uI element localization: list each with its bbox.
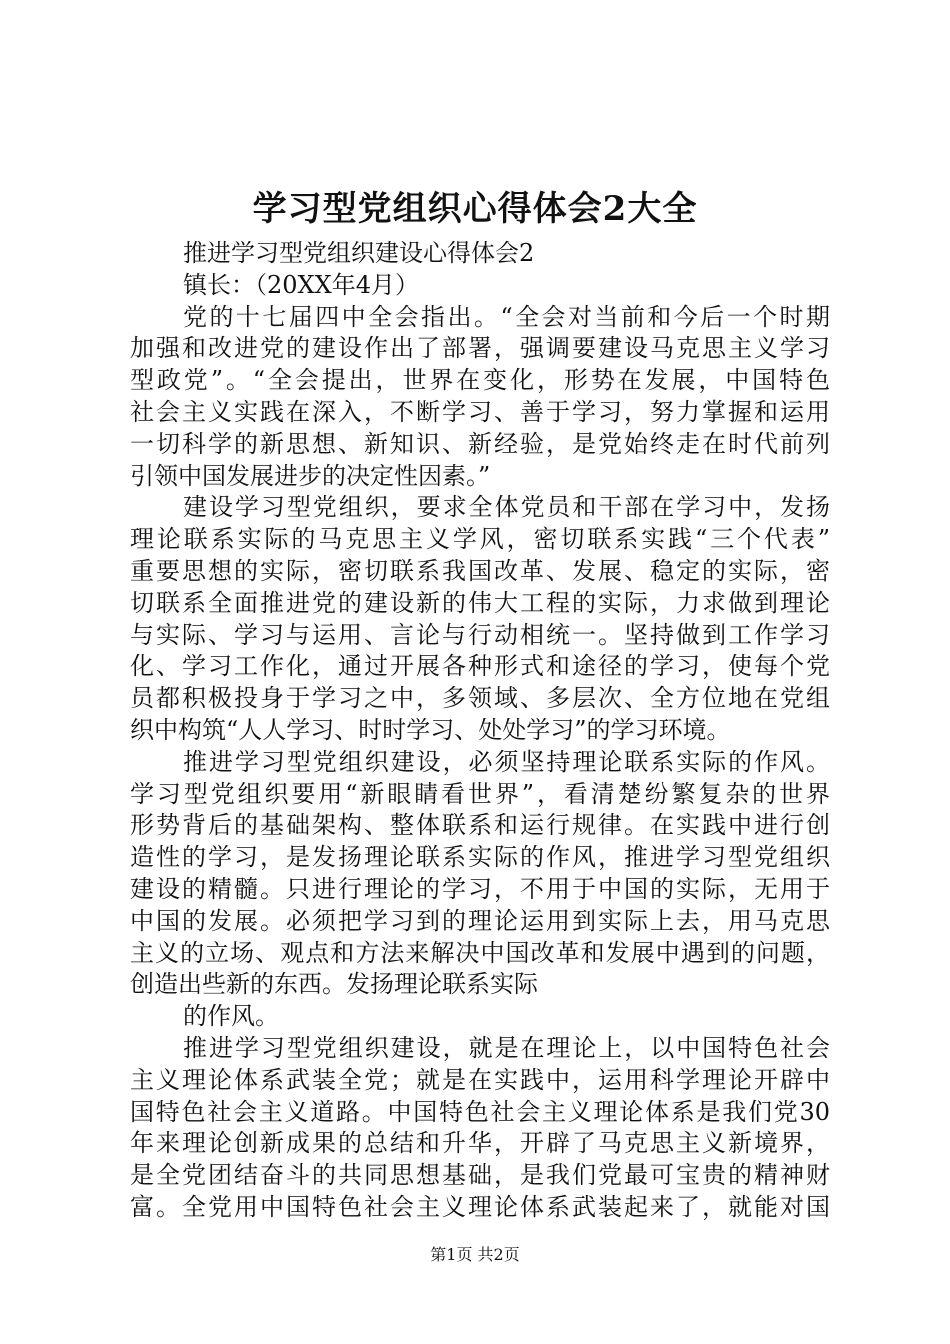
paragraph-line: 化、学习工作化，通过开展各种形式和途径的学习，使每个党 xyxy=(130,652,830,681)
paragraph-line: 党的十七届四中全会指出。“全会对当前和今后一个时期 xyxy=(183,302,830,331)
paragraph xyxy=(130,747,830,1001)
paragraph-line: 切联系全面推进党的建设新的伟大工程的实际，力求做到理论 xyxy=(130,588,830,617)
paragraph-line: 加强和改进党的建设作出了部署，强调要建设马克思主义学习 xyxy=(130,334,830,363)
document-body xyxy=(130,238,830,1224)
paragraph-line: 富。全党用中国特色社会主义理论体系武装起来了，就能对国 xyxy=(130,1192,830,1221)
subtitle: 推进学习型党组织建设心得体会2 xyxy=(183,239,535,267)
paragraph xyxy=(130,302,830,493)
paragraph-line: 推进学习型党组织建设，必须坚持理论联系实际的作风。 xyxy=(183,747,830,776)
paragraph-line: 织中构筑“人人学习、时时学习、处处学习”的学习环境。 xyxy=(130,715,731,744)
paragraph-line: 创造出些新的东西。发扬理论联系实际 xyxy=(130,970,538,999)
paragraph-line: 与实际、学习与运用、言论与行动相统一。坚持做到工作学习 xyxy=(130,620,830,649)
paragraph-line: 重要思想的实际，密切联系我国改革、发展、稳定的实际，密 xyxy=(130,556,830,585)
page-footer: 第1页 共2页 xyxy=(430,1245,520,1264)
paragraph-line: 的作风。 xyxy=(183,1002,279,1031)
paragraph xyxy=(130,492,830,746)
paragraph-line: 国特色社会主义道路。中国特色社会主义理论体系是我们党30 xyxy=(130,1097,830,1126)
paragraph-line: 社会主义实践在深入，不断学习、善于学习，努力掌握和运用 xyxy=(130,397,830,426)
paragraph-line: 主义理论体系武装全党；就是在实践中，运用科学理论开辟中 xyxy=(130,1065,830,1094)
paragraph-line: 员都积极投身于学习之中，多领域、多层次、全方位地在党组 xyxy=(130,684,830,713)
paragraph-line: 理论联系实际的马克思主义学风，密切联系实践“三个代表” xyxy=(130,525,830,554)
paragraph-line: 推进学习型党组织建设，就是在理论上，以中国特色社会 xyxy=(183,1033,830,1062)
paragraph-line: 主义的立场、观点和方法来解决中国改革和发展中遇到的问题， xyxy=(130,938,830,967)
paragraph-line: 是全党团结奋斗的共同思想基础，是我们党最可宝贵的精神财 xyxy=(130,1161,830,1190)
paragraph-line: 引领中国发展进步的决定性因素。” xyxy=(130,461,491,490)
paragraph-line: 造性的学习，是发扬理论联系实际的作风，推进学习型党组织 xyxy=(130,843,830,872)
paragraph-line: 形势背后的基础架构、整体联系和运行规律。在实践中进行创 xyxy=(130,811,830,840)
paragraph xyxy=(130,1033,830,1224)
paragraph-line: 学习型党组织要用“新眼睛看世界”，看清楚纷繁复杂的世界 xyxy=(130,779,830,808)
paragraph-line: 年来理论创新成果的总结和升华，开辟了马克思主义新境界， xyxy=(130,1129,830,1158)
paragraph xyxy=(130,1001,830,1033)
paragraph-line: 一切科学的新思想、新知识、新经验，是党始终走在时代前列 xyxy=(130,429,830,458)
author-line: 镇长：（20XX年4月） xyxy=(183,270,419,299)
document-title: 学习型党组织心得体会2大全 xyxy=(252,189,698,229)
paragraph-line: 建设的精髓。只进行理论的学习，不用于中国的实际，无用于 xyxy=(130,874,830,903)
paragraph-line: 型政党”。“全会提出，世界在变化，形势在发展，中国特色 xyxy=(130,366,830,395)
paragraph-line: 建设学习型党组织，要求全体党员和干部在学习中，发扬 xyxy=(183,493,830,522)
paragraph-line: 中国的发展。必须把学习到的理论运用到实际上去，用马克思 xyxy=(130,906,830,935)
